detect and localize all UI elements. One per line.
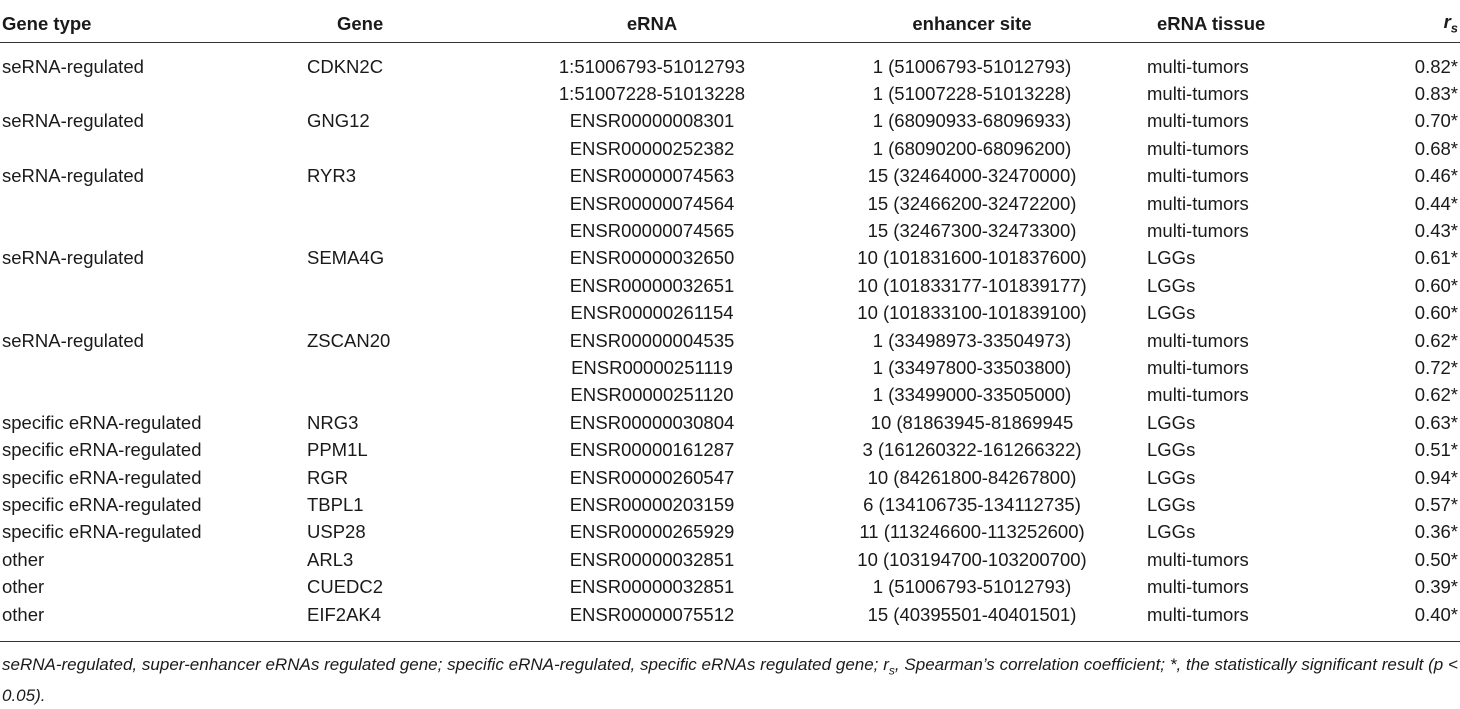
- table-row: [0, 163, 1460, 190]
- cell-erna-tissue: multi-tumors: [1147, 110, 1249, 132]
- footnote-sub: s: [888, 663, 895, 678]
- cell-erna: ENSR00000252382: [569, 137, 735, 159]
- cell-erna: ENSR00000004535: [569, 329, 735, 351]
- cell-enhancer-site: 1 (68090933-68096933): [872, 110, 1072, 132]
- cell-gene: RYR3: [307, 165, 357, 187]
- header-enhancer-site: enhancer site: [797, 5, 1147, 43]
- cell-gene: [307, 80, 507, 107]
- cell-erna-tissue: LGGs: [1147, 302, 1196, 324]
- cell-rs: 0.39*: [1414, 576, 1458, 598]
- cell-rs: 0.68*: [1414, 137, 1458, 159]
- table-row: [0, 300, 1460, 327]
- cell-erna: ENSR00000032851: [569, 548, 735, 570]
- cell-rs: 0.50*: [1414, 548, 1458, 570]
- cell-gene: ARL3: [307, 548, 354, 570]
- cell-erna: ENSR00000032650: [569, 247, 735, 269]
- table-row: [0, 272, 1460, 299]
- cell-erna: ENSR00000251119: [571, 356, 733, 378]
- cell-gene-type: other: [2, 576, 45, 598]
- cell-gene: [307, 300, 507, 327]
- cell-erna: ENSR00000260547: [569, 466, 735, 488]
- cell-gene: USP28: [307, 521, 366, 543]
- cell-gene-type: specific eRNA-regulated: [2, 493, 202, 515]
- cell-erna: ENSR00000203159: [569, 493, 735, 515]
- cell-gene: RGR: [307, 466, 349, 488]
- header-rs-sub: s: [1450, 20, 1458, 36]
- header-erna-tissue: eRNA tissue: [1147, 5, 1337, 43]
- cell-erna-tissue: LGGs: [1147, 411, 1196, 433]
- cell-erna-tissue: LGGs: [1147, 439, 1196, 461]
- footnote-part2: , Spearman’s correlation coefficient; *, the statistically significant result (p < 0.05).: [2, 655, 1458, 706]
- cell-erna-tissue: LGGs: [1147, 521, 1196, 543]
- cell-erna-tissue: multi-tumors: [1147, 192, 1249, 214]
- cell-enhancer-site: 1 (33498973-33504973): [872, 329, 1072, 351]
- cell-erna: ENSR00000074563: [569, 165, 735, 187]
- cell-rs: 0.72*: [1414, 356, 1458, 378]
- cell-gene: [307, 217, 507, 244]
- cell-rs: 0.57*: [1414, 493, 1458, 515]
- cell-rs: 0.83*: [1414, 83, 1458, 105]
- cell-erna: ENSR00000030804: [569, 411, 735, 433]
- cell-erna: ENSR00000008301: [569, 110, 735, 132]
- table-row: [0, 190, 1460, 217]
- table-row: [0, 546, 1460, 573]
- cell-gene-type: seRNA-regulated: [2, 247, 144, 269]
- footnote-part1: seRNA-regulated, super-enhancer eRNAs regulated gene; specific eRNA-regulated, specific eRNAs regulated gene; r: [2, 655, 889, 674]
- cell-enhancer-site: 6 (134106735-134112735): [863, 493, 1081, 515]
- header-erna: eRNA: [507, 5, 797, 43]
- cell-rs: 0.36*: [1414, 521, 1458, 543]
- cell-rs: 0.46*: [1414, 165, 1458, 187]
- table-row: [0, 80, 1460, 107]
- cell-rs: 0.94*: [1414, 466, 1458, 488]
- cell-erna-tissue: LGGs: [1147, 493, 1196, 515]
- table-row: [0, 491, 1460, 518]
- table-body: [0, 43, 1460, 642]
- cell-erna-tissue: LGGs: [1147, 274, 1196, 296]
- cell-erna-tissue: multi-tumors: [1147, 329, 1249, 351]
- table-row: [0, 601, 1460, 642]
- cell-erna: 1:51006793-51012793: [558, 55, 746, 77]
- cell-enhancer-site: 15 (32464000-32470000): [867, 165, 1077, 187]
- cell-gene-type: seRNA-regulated: [2, 329, 144, 351]
- cell-gene: EIF2AK4: [307, 601, 507, 642]
- cell-rs: 0.63*: [1414, 411, 1458, 433]
- cell-gene: [307, 354, 507, 381]
- cell-rs: 0.62*: [1414, 384, 1458, 406]
- table-row: [0, 436, 1460, 463]
- cell-gene-type: specific eRNA-regulated: [2, 521, 202, 543]
- cell-gene-type: seRNA-regulated: [2, 110, 144, 132]
- cell-erna: ENSR00000032851: [569, 576, 735, 598]
- header-gene-type: Gene type: [0, 5, 307, 43]
- cell-gene: TBPL1: [307, 493, 364, 515]
- cell-erna-tissue: multi-tumors: [1147, 220, 1249, 242]
- cell-gene: NRG3: [307, 411, 359, 433]
- cell-rs: 0.51*: [1414, 439, 1458, 461]
- cell-enhancer-site: 3 (161260322-161266322): [862, 439, 1082, 461]
- cell-enhancer-site: 10 (101833177-101839177): [857, 274, 1087, 296]
- cell-gene: [307, 135, 507, 162]
- cell-gene: GNG12: [307, 110, 370, 132]
- cell-rs: 0.70*: [1414, 110, 1458, 132]
- table-row: [0, 573, 1460, 600]
- cell-gene-type: specific eRNA-regulated: [2, 411, 202, 433]
- cell-erna-tissue: multi-tumors: [1147, 356, 1249, 378]
- cell-gene-type: [0, 382, 307, 409]
- table-row: [0, 409, 1460, 436]
- cell-erna: ENSR00000032651: [569, 274, 735, 296]
- cell-enhancer-site: 1 (68090200-68096200): [872, 137, 1072, 159]
- cell-rs: 0.60*: [1414, 302, 1458, 324]
- cell-erna: ENSR00000265929: [569, 521, 735, 543]
- cell-enhancer-site: 1 (51006793-51012793): [872, 55, 1072, 77]
- cell-gene-type: other: [0, 601, 307, 642]
- cell-enhancer-site: 10 (101833100-101839100): [857, 302, 1087, 324]
- cell-enhancer-site: 15 (40395501-40401501): [797, 601, 1147, 642]
- table-row: [0, 245, 1460, 272]
- cell-rs: 0.40*: [1337, 601, 1460, 642]
- cell-gene-type: [0, 135, 307, 162]
- cell-erna: ENSR00000074565: [569, 220, 735, 242]
- table-footnote: [2, 652, 1458, 709]
- cell-erna-tissue: multi-tumors: [1147, 576, 1249, 598]
- cell-gene-type: other: [2, 548, 45, 570]
- cell-enhancer-site: 10 (101831600-101837600): [857, 247, 1087, 269]
- cell-gene-type: [0, 354, 307, 381]
- cell-gene: CUEDC2: [307, 576, 384, 598]
- cell-erna-tissue: multi-tumors: [1147, 548, 1249, 570]
- cell-rs: 0.43*: [1414, 220, 1458, 242]
- cell-enhancer-site: 1 (51006793-51012793): [872, 576, 1072, 598]
- table-row: [0, 382, 1460, 409]
- cell-gene: PPM1L: [307, 439, 368, 461]
- table-header-row: [0, 5, 1460, 43]
- cell-erna-tissue: multi-tumors: [1147, 137, 1249, 159]
- cell-gene: [307, 190, 507, 217]
- cell-erna-tissue: multi-tumors: [1147, 601, 1337, 642]
- table-row: [0, 217, 1460, 244]
- cell-gene: ZSCAN20: [307, 329, 391, 351]
- cell-enhancer-site: 10 (84261800-84267800): [867, 466, 1077, 488]
- cell-rs: 0.60*: [1414, 274, 1458, 296]
- cell-rs: 0.82*: [1414, 55, 1458, 77]
- cell-erna-tissue: LGGs: [1147, 247, 1196, 269]
- header-rs-main: r: [1443, 11, 1451, 33]
- cell-enhancer-site: 15 (32466200-32472200): [867, 192, 1077, 214]
- cell-enhancer-site: 1 (33499000-33505000): [872, 384, 1072, 406]
- cell-enhancer-site: 1 (51007228-51013228): [872, 83, 1072, 105]
- cell-gene-type: seRNA-regulated: [2, 55, 144, 77]
- cell-gene-type: [0, 217, 307, 244]
- cell-erna: ENSR00000075512: [507, 601, 797, 642]
- cell-erna-tissue: multi-tumors: [1147, 55, 1249, 77]
- cell-gene: CDKN2C: [307, 55, 384, 77]
- table-row: [0, 43, 1460, 81]
- table-row: [0, 108, 1460, 135]
- header-gene: Gene: [307, 5, 507, 43]
- cell-erna: ENSR00000074564: [569, 192, 735, 214]
- cell-erna-tissue: multi-tumors: [1147, 384, 1249, 406]
- cell-rs: 0.62*: [1414, 329, 1458, 351]
- cell-erna-tissue: multi-tumors: [1147, 83, 1249, 105]
- cell-rs: 0.44*: [1414, 192, 1458, 214]
- table-row: [0, 354, 1460, 381]
- cell-gene-type: [0, 300, 307, 327]
- header-rs: [1337, 5, 1460, 43]
- cell-enhancer-site: 15 (32467300-32473300): [867, 220, 1077, 242]
- table-row: [0, 327, 1460, 354]
- cell-enhancer-site: 11 (113246600-113252600): [859, 521, 1085, 543]
- table-row: [0, 519, 1460, 546]
- cell-rs: 0.61*: [1414, 247, 1458, 269]
- cell-enhancer-site: 10 (103194700-103200700): [857, 548, 1087, 570]
- cell-gene-type: seRNA-regulated: [2, 165, 144, 187]
- results-table: [0, 5, 1460, 642]
- cell-gene-type: [0, 190, 307, 217]
- cell-gene: [307, 272, 507, 299]
- cell-erna: 1:51007228-51013228: [558, 83, 746, 105]
- cell-gene: SEMA4G: [307, 247, 385, 269]
- cell-gene: [307, 382, 507, 409]
- table-row: [0, 464, 1460, 491]
- cell-gene-type: specific eRNA-regulated: [2, 466, 202, 488]
- table-row: [0, 135, 1460, 162]
- cell-enhancer-site: 1 (33497800-33503800): [872, 356, 1072, 378]
- cell-gene-type: specific eRNA-regulated: [2, 439, 202, 461]
- cell-erna-tissue: multi-tumors: [1147, 165, 1249, 187]
- cell-gene-type: [0, 80, 307, 107]
- cell-gene-type: [0, 272, 307, 299]
- cell-erna: ENSR00000251120: [570, 384, 734, 406]
- cell-erna: ENSR00000261154: [570, 302, 734, 324]
- cell-enhancer-site: 10 (81863945-81869945: [870, 411, 1074, 433]
- cell-erna-tissue: LGGs: [1147, 466, 1196, 488]
- cell-erna: ENSR00000161287: [569, 439, 735, 461]
